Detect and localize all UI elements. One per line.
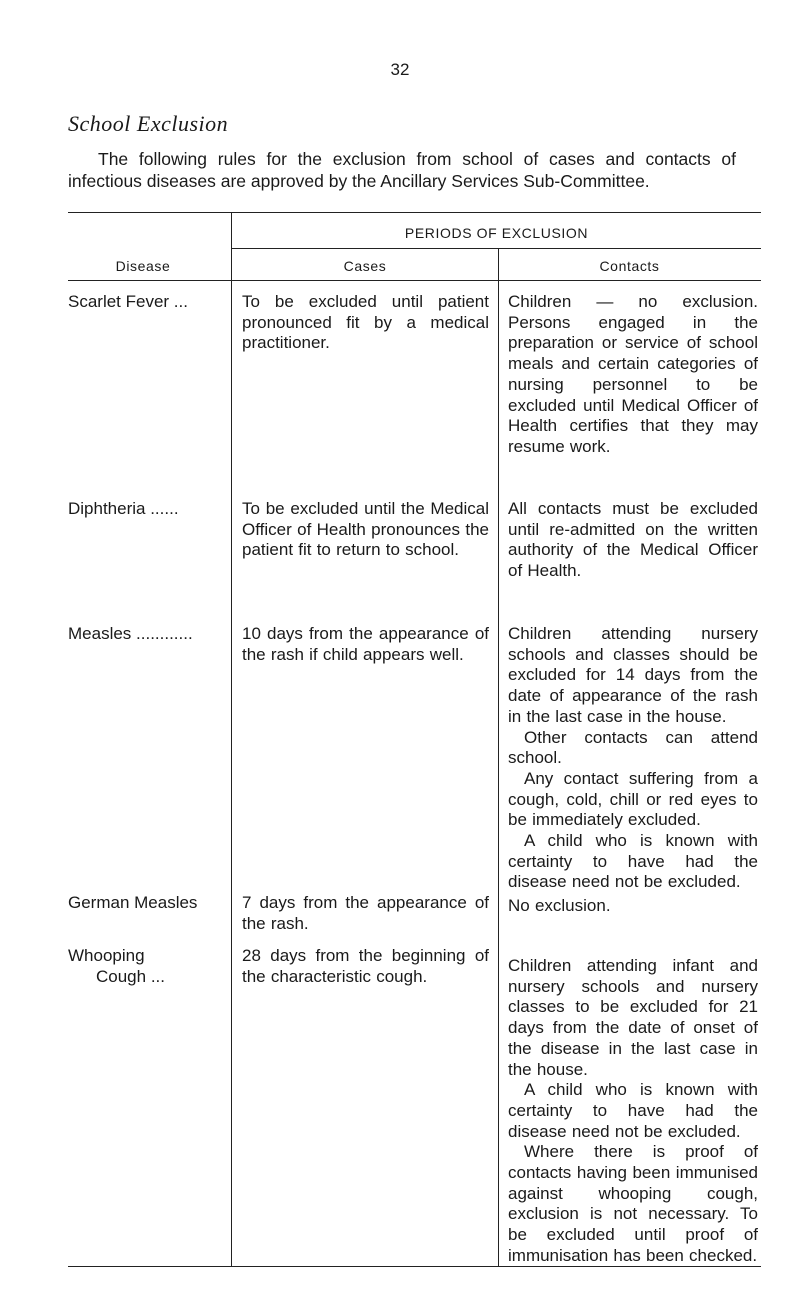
cases-text: 28 days from the beginning of the characteristic cough. — [242, 946, 489, 986]
contacts-whooping-cough — [508, 956, 758, 1267]
contacts-scarlet-fever — [508, 292, 758, 458]
header-contacts: Contacts — [599, 258, 660, 274]
intro-paragraph — [68, 148, 736, 192]
group-header-rule — [232, 248, 761, 249]
contacts-diphtheria — [508, 499, 758, 582]
contacts-paragraph: Children attending nursery schools and classes should be excluded for 14 days from the date of appearance of the rash in the last case in the house. — [508, 624, 758, 726]
page-title: School Exclusion — [68, 111, 229, 136]
disease-cases-divider — [231, 212, 232, 1266]
cases-text: 10 days from the appearance of the rash if child appears well. — [242, 624, 489, 664]
contacts-text: Children — no exclusion. Persons engaged in the preparation or service of school meals and certain categories of nursing personnel to be excluded until Medical Officer of Health certifies that they may resume work. — [508, 292, 758, 456]
cases-scarlet-fever — [242, 292, 489, 354]
cases-text: 7 days from the appearance of the rash. — [242, 893, 489, 933]
contacts-paragraph: Where there is proof of contacts having been immunised against whooping cough, exclusion is not necessary. To be excluded until proof of immunisation has been checked. — [508, 1142, 758, 1265]
header-disease: Disease — [115, 258, 171, 274]
header-bottom-rule — [68, 280, 761, 281]
contacts-paragraph: Any contact suffering from a cough, cold, chill or red eyes to be immediately excluded. — [508, 768, 758, 830]
disease-name-line1: Whooping — [68, 946, 145, 965]
table-top-rule — [68, 212, 761, 213]
header-periods-of-exclusion: PERIODS OF EXCLUSION — [404, 225, 589, 241]
contacts-paragraph: Other contacts can attend school. — [508, 727, 758, 768]
header-cases: Cases — [343, 258, 387, 274]
page-number: 32 — [390, 60, 410, 79]
contacts-measles — [508, 624, 758, 893]
contacts-german-measles — [508, 896, 758, 917]
contacts-paragraph: A child who is known with certainty to have had the disease need not be excluded. — [508, 831, 758, 892]
contacts-paragraph: Children attending infant and nursery schools and nursery classes to be excluded for 21 days from the date of onset of the disease in the last case in the house. — [508, 956, 758, 1079]
cases-text: To be excluded until the Medical Officer of Health pronounces the patient fit to return to school. — [242, 499, 489, 560]
cases-whooping-cough — [242, 946, 489, 987]
disease-scarlet-fever: Scarlet Fever ... — [68, 292, 188, 311]
disease-measles: Measles ............ — [68, 624, 193, 643]
disease-german-measles: German Measles — [68, 893, 198, 912]
cases-german-measles — [242, 893, 489, 934]
cases-diphtheria — [242, 499, 489, 561]
contacts-text: All contacts must be excluded until re-admitted on the written authority of the Medical Officer of Health. — [508, 499, 758, 581]
cases-measles — [242, 624, 489, 665]
cases-contacts-divider — [498, 248, 499, 1266]
cases-text: To be excluded until patient pronounced fit by a medical practitioner. — [242, 292, 489, 353]
disease-diphtheria: Diphtheria ...... — [68, 499, 179, 518]
contacts-paragraph: A child who is known with certainty to have had the disease need not be excluded. — [508, 1080, 758, 1141]
disease-whooping-cough — [68, 946, 228, 987]
intro-text: The following rules for the exclusion from school of cases and contacts of infectious diseases are approved by the Ancillary Services Sub-Committee. — [68, 149, 736, 191]
contacts-text: No exclusion. — [508, 896, 611, 915]
disease-name-line2: Cough ... — [96, 966, 165, 986]
